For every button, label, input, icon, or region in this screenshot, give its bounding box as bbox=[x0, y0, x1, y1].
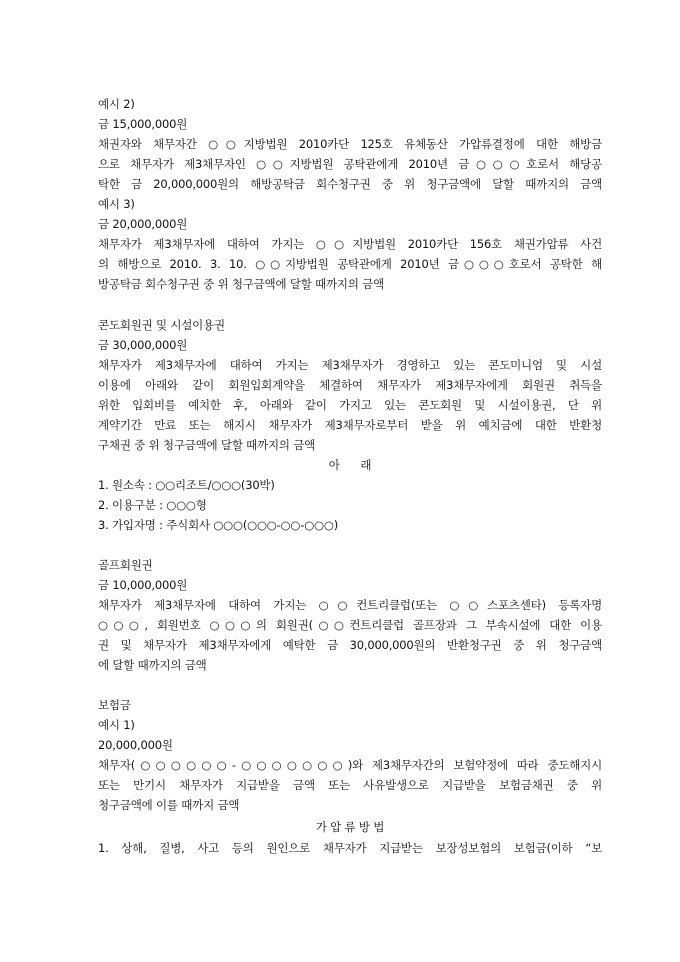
condo-text-line: 계약기간 만료 또는 해지시 채무자가 제3채무자로부터 받을 위 예치금에 대한 반환청 bbox=[98, 418, 602, 432]
condo-text-line: 이용에 아래와 같이 회원입회계약을 체결하여 채무자가 제3채무자에게 회원권 취득을 bbox=[98, 378, 602, 392]
condo-text-line: 구채권 중 위 청구금액에 달할 때까지의 금액 bbox=[98, 438, 316, 452]
example-2-amount: 금 15,000,000원 bbox=[98, 117, 188, 131]
example-3-text-line: 채무자가 제3채무자에 대하여 가지는 ○○지방법원 2010카단 156호 채권가압류 사건 bbox=[98, 237, 602, 251]
insurance-text-line: 또는 만기시 채무자가 지급받을 금액 또는 사유발생으로 지급받을 보험금채권 중 위 bbox=[98, 778, 602, 792]
example-3-heading: 예시 3) bbox=[98, 197, 135, 211]
condo-amount: 금 30,000,000원 bbox=[98, 338, 188, 352]
condo-below-heading: 아 래 bbox=[328, 458, 372, 472]
golf-text-line: 권 및 채무자가 제3채무자에게 예탁한 금 30,000,000원의 반환청구권 중 위 청구금액 bbox=[98, 638, 602, 652]
condo-text-line: 채무자가 제3채무자에 대하여 가지는 제3채무자가 경영하고 있는 콘도미니엄 및 시설 bbox=[98, 358, 602, 372]
condo-item: 1. 원소속 : ○○리조트/○○○(30박) bbox=[98, 478, 275, 492]
example-2-text-line: 으로 채무자가 제3채무자인 ○○지방법원 공탁관에게 2010년 금○○○호로서 해당공 bbox=[98, 157, 602, 171]
insurance-amount: 20,000,000원 bbox=[98, 738, 173, 752]
example-2-text-line: 채권자와 채무자간 ○○지방법원 2010카단 125호 유체동산 가압류결정에 대한 해방금 bbox=[98, 137, 602, 151]
golf-text-line: 채무자가 제3채무자에 대하여 가지는 ○○컨트리클럽(또는 ○○스포츠센타) 등록자명 bbox=[98, 598, 602, 612]
insurance-text-line: 채무자(○○○○○○-○○○○○○○)와 제3채무자간의 보험약정에 따라 중도해지시 bbox=[98, 758, 602, 772]
insurance-section-title: 보험금 bbox=[98, 698, 131, 712]
insurance-text-line: 청구금액에 이를 때까지 금액 bbox=[98, 798, 240, 812]
golf-text-line: 에 달할 때까지의 금액 bbox=[98, 658, 207, 672]
attachment-method-line: 1. 상해, 질병, 사고 등의 원인으로 채무자가 지급받는 보장성보험의 보험금(이하 “보 bbox=[98, 841, 602, 855]
attachment-method-heading: 가 압 류 방 법 bbox=[315, 820, 385, 834]
golf-amount: 금 10,000,000원 bbox=[98, 578, 188, 592]
condo-text-line: 위한 입회비를 예치한 후, 아래와 같이 가지고 있는 콘도회원 및 시설이용권, 단 위 bbox=[98, 398, 602, 412]
example-2-heading: 예시 2) bbox=[98, 97, 135, 111]
condo-item: 2. 이용구분 : ○○○형 bbox=[98, 498, 207, 512]
example-3-amount: 금 20,000,000원 bbox=[98, 217, 188, 231]
example-3-text-line: 방공탁금 회수청구권 중 위 청구금액에 달할 때까지의 금액 bbox=[98, 277, 385, 291]
condo-item: 3. 가입자명 : 주식회사 ○○○(○○○-○○-○○○) bbox=[98, 518, 338, 532]
insurance-example-heading: 예시 1) bbox=[98, 718, 135, 732]
example-3-text-line: 의 해방으로 2010. 3. 10. ○○지방법원 공탁관에게 2010년 금○○○호로서 공탁한 해 bbox=[98, 257, 602, 271]
condo-section-title: 콘도회원권 및 시설이용권 bbox=[98, 318, 225, 332]
example-2-text-line: 탁한 금 20,000,000원의 해방공탁금 회수청구권 중 위 청구금액에 달할 때까지의 금액 bbox=[98, 177, 602, 191]
golf-text-line: ○○○, 회원번호 ○○○의 회원권(○○컨트리클럽 골프장과 그 부속시설에 대한 이용 bbox=[98, 618, 602, 632]
golf-section-title: 골프회원권 bbox=[98, 558, 153, 572]
